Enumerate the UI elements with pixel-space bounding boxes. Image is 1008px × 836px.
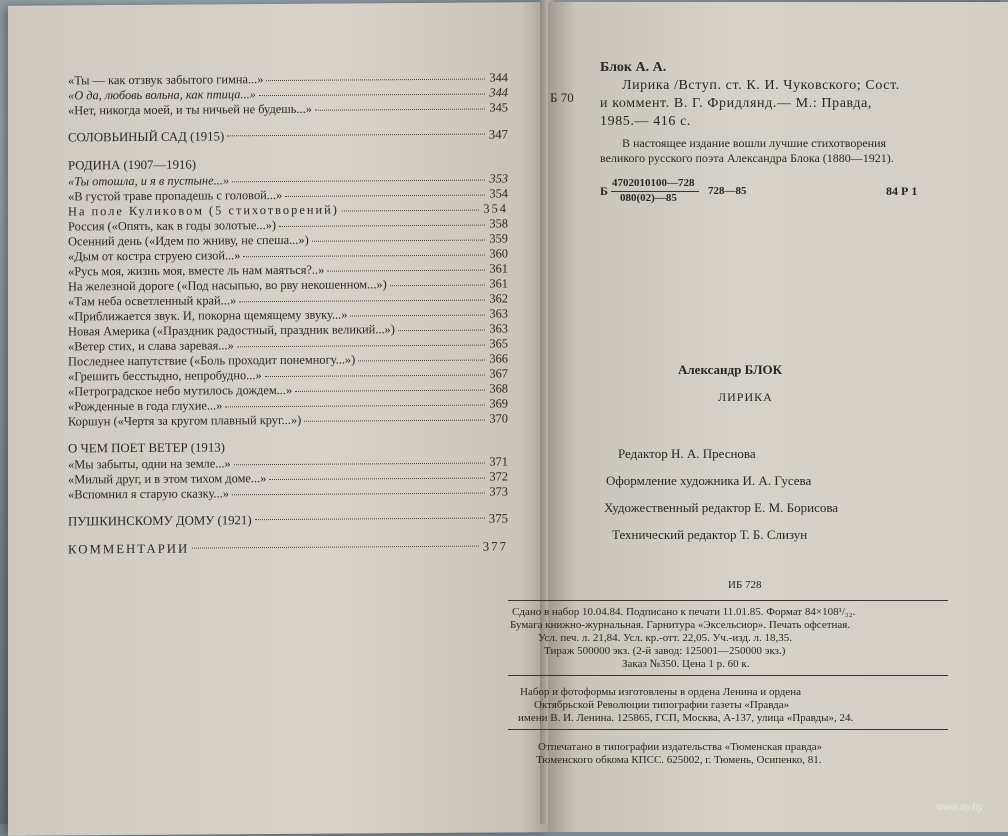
biblio-line-1: Лирика /Вступ. ст. К. И. Чуковского; Сост. <box>622 78 900 93</box>
toc-leader-dots <box>279 225 485 227</box>
toc-leader-dots <box>225 405 485 408</box>
toc-entry <box>68 100 508 118</box>
toc-entry-title: «Грешить бесстыдно, непробудно...» <box>68 368 262 384</box>
toc-entry-page: 375 <box>488 511 508 526</box>
toc-entry-title: РОДИНА (1907—1916) <box>68 157 197 173</box>
toc-entry-title: Россия («Опять, как в годы золотые...») <box>68 218 277 234</box>
toc-entry <box>68 537 508 558</box>
author-heading: Блок А. А. <box>600 60 667 75</box>
toc-leader-dots <box>234 463 485 466</box>
toc-leader-dots <box>350 315 485 317</box>
classification-code: Б 70 <box>550 90 574 105</box>
toc-entry-title: «Вспомнил я старую сказку...» <box>68 486 229 502</box>
toc-entry-title: СОЛОВЬИНЫЙ САД (1915) <box>68 129 225 145</box>
left-page <box>8 2 548 836</box>
toc-entry-page: 368 <box>489 381 508 396</box>
toc-entry-page: 361 <box>489 276 508 291</box>
toc-entry-page: 360 <box>489 246 508 261</box>
toc-entry-title: На поле Куликовом (5 стихотворений) <box>68 202 339 219</box>
toc-entry-page: 353 <box>489 171 508 186</box>
credit-artist: Оформление художника И. А. Гусева <box>606 473 812 488</box>
toc-entry <box>68 125 508 146</box>
toc-entry-page: 373 <box>489 484 508 499</box>
toc-entry-title: Коршун («Чертя за кругом плавный круг...») <box>68 412 302 429</box>
toc-leader-dots <box>327 270 485 272</box>
toc-leader-dots <box>315 109 485 111</box>
right-page <box>510 2 1008 832</box>
toc-entry-page: 347 <box>488 127 508 142</box>
toc-entry-page: 344 <box>489 70 508 85</box>
code-numerator: 4702010100—728 <box>612 177 695 189</box>
toc-entry-page: 367 <box>489 366 508 381</box>
printed-at-rule <box>508 729 948 730</box>
toc-leader-dots <box>232 180 485 183</box>
toc-entry <box>68 411 508 429</box>
toc-leader-dots <box>266 79 485 82</box>
printed-at-line-2: Тюменского обкома КПСС. 625002, г. Тюмень, Осипенко, 81. <box>536 754 822 766</box>
credit-editor: Редактор Н. А. Преснова <box>618 446 756 461</box>
toc-leader-dots <box>398 330 485 332</box>
toc-entry-title: Последнее напутствие («Боль проходит понемногу...») <box>68 352 356 369</box>
credit-art-editor: Художественный редактор Е. М. Борисова <box>604 500 839 515</box>
toc-entry-title: «В густой траве пропадешь с головой...» <box>68 187 283 204</box>
toc-leader-dots <box>265 375 485 378</box>
toc-leader-dots <box>390 285 485 287</box>
toc-entry <box>68 509 508 530</box>
book-title: ЛИРИКА <box>718 390 773 404</box>
toc-entry-page: 365 <box>489 336 508 351</box>
print-info-3: Усл. печ. л. 21,84. Усл. кр.-отт. 22,05. Уч.-изд. л. 18,35. <box>538 632 792 644</box>
code-denominator: 080(02)—85 <box>620 192 677 204</box>
toc-entry-title: «Ты — как отзвук забытого гимна...» <box>68 72 264 88</box>
toc-entry-title: Новая Америка («Праздник радостный, праздник великий...») <box>68 322 395 339</box>
printer-line-3: имени В. И. Ленина. 125865, ГСП, Москва, А-137, улица «Правды», 24. <box>518 712 854 724</box>
toc-leader-dots <box>269 478 485 481</box>
toc-entry-title: «Нет, никогда моей, и ты ничьей не будешь...» <box>68 101 312 118</box>
toc-entry-title: «Ветер стих, и слава заревая...» <box>68 338 234 354</box>
toc-entry-page: 377 <box>482 539 508 554</box>
toc-entry-page: 363 <box>489 306 508 321</box>
toc-entry-title: «Рожденные в года глухие...» <box>68 398 223 414</box>
toc-entry <box>68 484 508 502</box>
toc-leader-dots <box>243 255 485 258</box>
code-right: 84 Р 1 <box>886 184 918 198</box>
toc-leader-dots <box>192 546 479 549</box>
watermark: www.ay.by <box>936 802 984 813</box>
toc-entry-page: 363 <box>489 321 508 336</box>
toc-entry-page: 345 <box>489 100 508 115</box>
toc-entry-page: 372 <box>489 469 508 484</box>
printed-at-line-1: Отпечатано в типографии издательства «Тюменская правда» <box>538 741 823 753</box>
toc-entry-title: «Петроградское небо мутилось дождем...» <box>68 382 293 399</box>
toc-entry-page: 344 <box>489 85 508 100</box>
toc-leader-dots <box>342 210 479 212</box>
credit-tech-editor: Технический редактор Т. Б. Слизун <box>612 527 808 542</box>
toc-entry-title: «Мы забыты, одни на земле...» <box>68 456 231 472</box>
toc-entry-title: «Русь моя, жизнь моя, вместе ль нам маяться?..» <box>68 262 325 279</box>
code-prefix: Б <box>600 184 608 198</box>
biblio-line-3: 1985.— 416 с. <box>600 114 692 129</box>
toc-leader-dots <box>237 345 485 348</box>
table-of-contents <box>68 70 508 558</box>
toc-entry-title: ПУШКИНСКОМУ ДОМУ (1921) <box>68 513 252 529</box>
toc-entry-title: «Дым от костра струею сизой...» <box>68 248 241 264</box>
toc-entry-title: «О да, любовь вольна, как птица...» <box>68 87 256 103</box>
ib-number: ИБ 728 <box>728 579 762 591</box>
author-name: Александр БЛОК <box>678 362 783 377</box>
toc-entry-page: 358 <box>489 216 508 231</box>
toc-entry-page: 366 <box>489 351 508 366</box>
toc-entry-page: 359 <box>489 231 508 246</box>
printer-line-1: Набор и фотоформы изготовлены в ордена Ленина и ордена <box>520 686 802 698</box>
annotation-line-1: В настоящее издание вошли лучшие стихотворения <box>622 136 887 150</box>
toc-entry-page: 354 <box>483 201 508 216</box>
toc-entry-page: 362 <box>489 291 508 306</box>
print-info-2: Бумага книжно-журнальная. Гарнитура «Эксельсиор». Печать офсетная. <box>510 619 851 631</box>
toc-leader-dots <box>304 420 485 422</box>
print-info-1: Сдано в набор 10.04.84. Подписано к печати 11.01.85. Формат 84×108¹/₃₂. <box>512 606 856 618</box>
toc-leader-dots <box>232 493 485 496</box>
toc-entry-title: На железной дороге («Под насыпью, во рву некошенном...») <box>68 277 387 294</box>
toc-entry-page: 371 <box>489 454 508 469</box>
toc-entry-title: КОММЕНТАРИИ <box>68 541 190 557</box>
toc-entry-page: 369 <box>489 396 508 411</box>
toc-entry-title: «Милый друг, и в этом тихом доме...» <box>68 471 267 487</box>
toc-leader-dots <box>239 300 485 303</box>
printer-rule <box>508 675 948 676</box>
print-info-4: Тираж 500000 экз. (2-й завод: 125001—250000 экз.) <box>544 645 786 657</box>
toc-leader-dots <box>285 195 485 197</box>
toc-leader-dots <box>312 240 485 242</box>
printer-line-2: Октябрьской Революции типографии газеты «Правда» <box>534 699 790 711</box>
biblio-line-2: и коммент. В. Г. Фридлянд.— М.: Правда, <box>600 96 873 111</box>
toc-leader-dots <box>295 390 485 392</box>
print-info-5: Заказ №350. Цена 1 р. 60 к. <box>622 658 750 670</box>
toc-entry-page: 361 <box>489 261 508 276</box>
toc-entry-title: «Ты отошла, и я в пустыне...» <box>68 173 230 189</box>
toc-entry-page: 354 <box>489 186 508 201</box>
toc-entry-title: Осенний день («Идем по жниву, не спеша...») <box>68 232 309 249</box>
toc-entry-page: 370 <box>489 411 508 426</box>
toc-leader-dots <box>227 134 485 137</box>
annotation-line-2: великого русского поэта Александра Блока (1880—1921). <box>600 151 894 165</box>
toc-leader-dots <box>255 518 485 521</box>
toc-entry-title: «Приближается звук. И, покорна щемящему звуку...» <box>68 307 348 324</box>
toc-leader-dots <box>358 360 485 362</box>
print-info-rule <box>508 600 948 601</box>
code-middle: 728—85 <box>708 185 747 197</box>
toc-leader-dots <box>259 94 485 97</box>
toc-entry-title: «Там неба осветленный край...» <box>68 293 237 309</box>
toc-entry-title: О ЧЕМ ПОЕТ ВЕТЕР (1913) <box>68 440 225 456</box>
